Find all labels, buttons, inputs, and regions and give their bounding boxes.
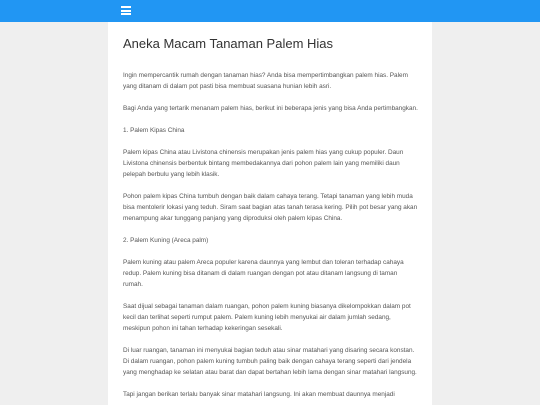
menu-line <box>121 6 131 8</box>
article-paragraph: Saat dijual sebagai tanaman dalam ruangan, pohon palem kuning biasanya dikelompokkan dalam pot kecil dan terlihat seperti rumput palem. Palem kuning lebih menyukai air dalam jumlah sedang, meskipun pohon ini tahan terhadap kekeringan sesekali. <box>123 303 411 332</box>
section-heading: 1. Palem Kipas China <box>123 127 185 134</box>
section-heading: 2. Palem Kuning (Areca palm) <box>123 237 209 244</box>
article-paragraph: Di luar ruangan, tanaman ini menyukai bagian teduh atau sinar matahari yang disaring secara konstan. Di dalam ruangan, pohon palem kuning tumbuh paling baik dengan cahaya terang seperti dari jendela yang menghadap ke selatan atau barat dan dapat bertahan lebih lama dengan sinar matahari langsung. <box>123 347 417 376</box>
hamburger-menu-icon[interactable] <box>121 6 131 15</box>
article-paragraph: Palem kipas China atau Livistona chinensis merupakan jenis palem hias yang cukup populer. Daun Livistona chinensis berbentuk bintang membedakannya dari pohon palem lain yang memiliki daun pelepah berbulu yang lebih klasik. <box>123 149 404 178</box>
article-title: Aneka Macam Tanaman Palem Hias <box>123 36 334 51</box>
article-paragraph: Tapi jangan berikan terlalu banyak sinar matahari langsung. Ini akan membuat daunnya menjadi <box>123 391 395 398</box>
article-paragraph: Ingin mempercantik rumah dengan tanaman hias? Anda bisa mempertimbangkan palem hias. Palem yang ditanam di dalam pot pasti bisa membuat suasana hunian lebih asri. <box>123 72 408 90</box>
article-paragraph: Bagi Anda yang tertarik menanam palem hias, berikut ini beberapa jenis yang bisa Anda pertimbangkan. <box>123 105 418 112</box>
article-card <box>108 22 432 405</box>
menu-line <box>121 13 131 15</box>
article-body <box>108 22 432 400</box>
menu-line <box>121 10 131 12</box>
article-paragraph: Pohon palem kipas China tumbuh dengan baik dalam cahaya terang. Tetapi tanaman yang lebih muda bisa mentolerir lokasi yang teduh. Siram saat bagian atas tanah terasa kering. Pilih pot besar yang akan menampung akar tunggang panjang yang diproduksi oleh palem kipas China. <box>123 193 418 222</box>
article-paragraph: Palem kuning atau palem Areca populer karena daunnya yang lembut dan toleran terhadap cahaya redup. Palem kuning bisa ditanam di dalam ruangan dengan pot atau ditanam langsung di taman rumah. <box>123 259 404 288</box>
top-app-bar <box>0 0 540 22</box>
